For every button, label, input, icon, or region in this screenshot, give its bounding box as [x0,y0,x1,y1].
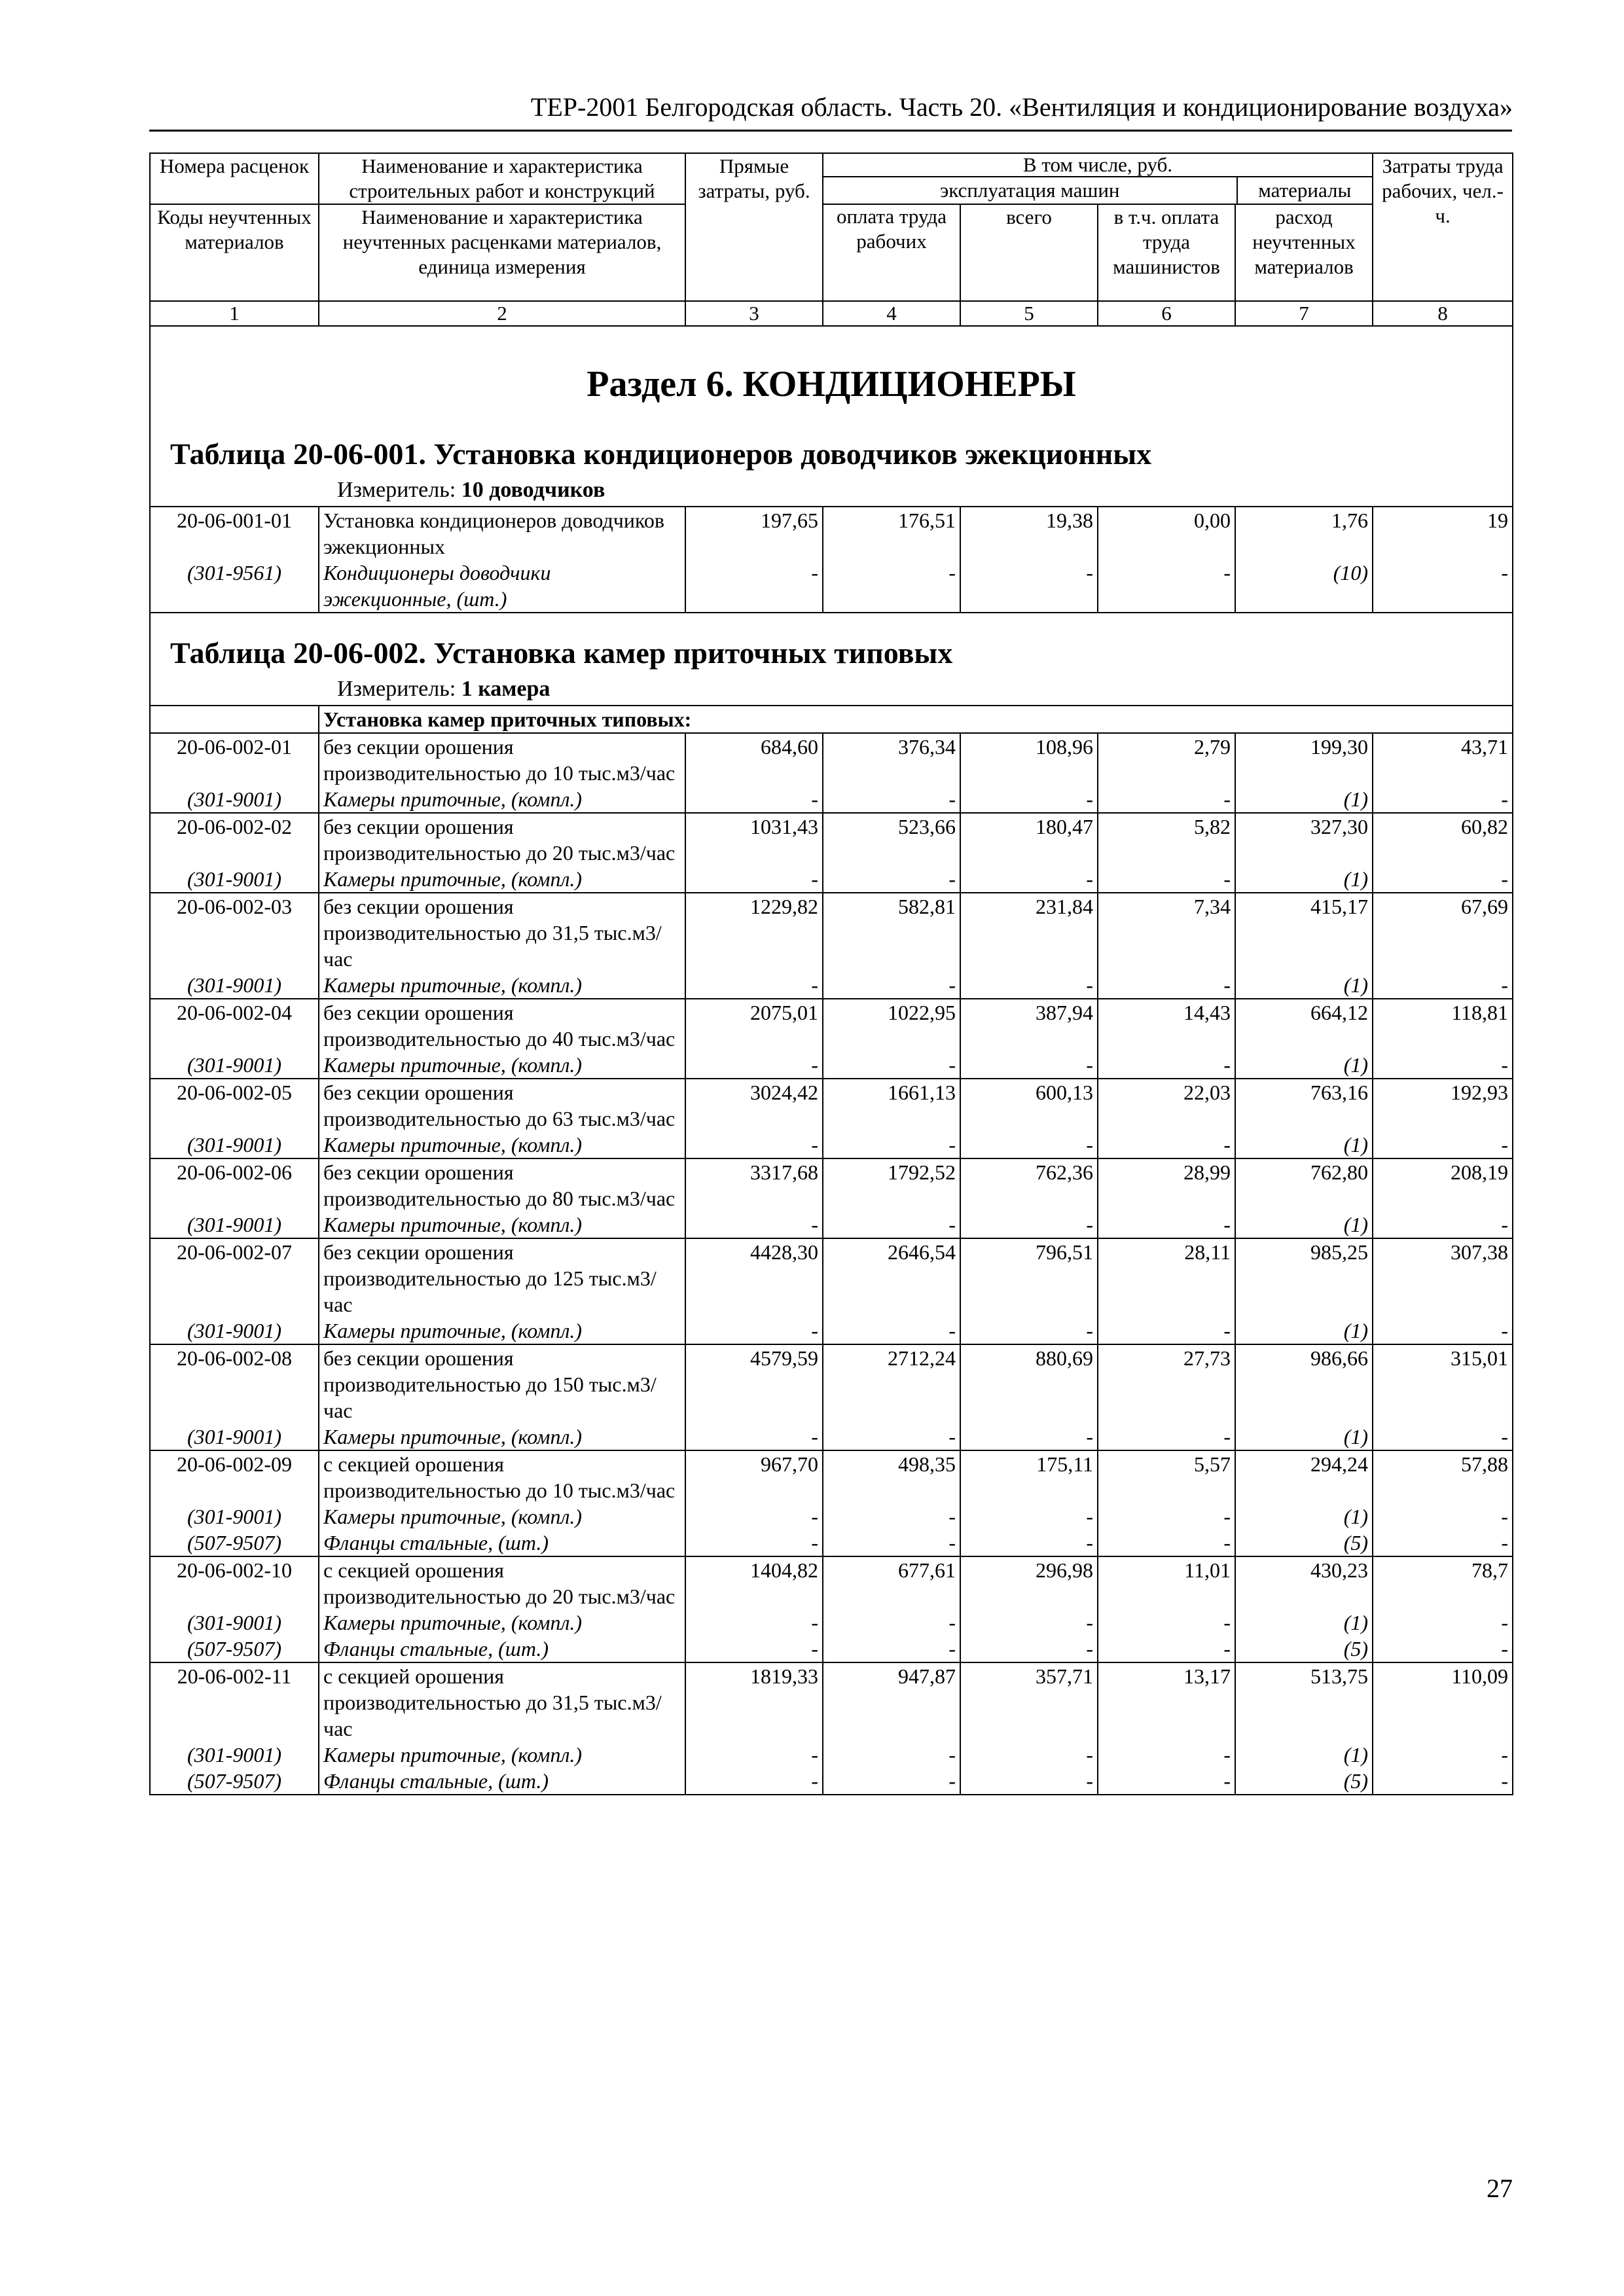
rate-value: 947,87 [823,1662,960,1742]
material-value: - [1373,1132,1513,1158]
rate-row [150,893,1513,972]
material-value: - [960,1052,1098,1079]
rate-value: 175,11 [960,1450,1098,1503]
rate-value: 677,61 [823,1556,960,1609]
material-value: - [960,1503,1098,1530]
material-value: - [685,1318,823,1344]
col8-header: Затраты труда рабочих, чел.-ч. [1373,153,1513,301]
rate-row [150,999,1513,1052]
col-number: 2 [319,301,685,326]
table2-title-row [150,613,1513,706]
meter-label: Измеритель: [337,677,456,701]
rate-value: 43,71 [1373,733,1513,786]
rate-value: 108,96 [960,733,1098,786]
material-name: Камеры приточные, (компл.) [319,866,685,893]
rate-value: 11,01 [1098,1556,1235,1609]
rate-code: 20-06-002-08 [150,1344,319,1424]
rate-name: без секции орошения производительностью до 31,5 тыс.м3/час [319,893,685,972]
material-value: - [1373,1503,1513,1530]
material-value: - [823,1609,960,1636]
material-value: - [685,866,823,893]
material-code: (301-9001) [150,1318,319,1344]
rate-value: 28,99 [1098,1158,1235,1211]
rate-row [150,507,1513,560]
col-number: 3 [685,301,823,326]
rate-name: без секции орошения производительностью до 63 тыс.м3/час [319,1079,685,1132]
material-value: - [685,1636,823,1662]
material-value: (1) [1235,1424,1373,1450]
rate-value: 4579,59 [685,1344,823,1424]
material-value: - [960,1768,1098,1795]
material-value: - [685,1211,823,1238]
rate-value: 1,76 [1235,507,1373,560]
material-value: - [1373,1768,1513,1795]
rate-value: 985,25 [1235,1238,1373,1318]
incl-header: В том числе, руб. [823,154,1372,177]
rate-value: 2712,24 [823,1344,960,1424]
rate-value: 296,98 [960,1556,1098,1609]
material-value: - [823,866,960,893]
col3-header: Прямые затраты, руб. [685,153,823,301]
table1-title: Таблица 20-06-001. Установка кондиционеров доводчиков эжекционных [170,437,1152,471]
rate-name: без секции орошения производительностью до 125 тыс.м3/час [319,1238,685,1318]
material-value: - [1373,1052,1513,1079]
material-code: (507-9507) [150,1636,319,1662]
material-code: (301-9001) [150,1742,319,1768]
material-value: - [1098,1424,1235,1450]
material-code: (301-9001) [150,786,319,813]
material-row [150,1636,1513,1662]
rate-value: 327,30 [1235,813,1373,866]
col2-top-header: Наименование и характеристика строительных работ и конструкций [319,153,685,204]
material-code: (301-9001) [150,1211,319,1238]
rate-value: 1031,43 [685,813,823,866]
material-value: - [1098,1132,1235,1158]
rate-value: 880,69 [960,1344,1098,1424]
material-value: - [960,1318,1098,1344]
material-value: (1) [1235,972,1373,999]
material-value: - [685,1609,823,1636]
rate-code: 20-06-002-01 [150,733,319,786]
rate-value: 763,16 [1235,1079,1373,1132]
material-name: Камеры приточные, (компл.) [319,1503,685,1530]
material-value: (10) [1235,560,1373,613]
material-value: - [1373,1742,1513,1768]
page-number: 27 [1487,2174,1513,2203]
rate-code: 20-06-002-10 [150,1556,319,1609]
material-value: - [1098,1318,1235,1344]
rate-value: 307,38 [1373,1238,1513,1318]
rate-value: 19 [1373,507,1513,560]
rates-table [149,152,1513,1795]
material-name: Камеры приточные, (компл.) [319,972,685,999]
material-row [150,1211,1513,1238]
rate-value: 600,13 [960,1079,1098,1132]
rate-code: 20-06-002-06 [150,1158,319,1211]
rate-value: 315,01 [1373,1344,1513,1424]
rate-value: 684,60 [685,733,823,786]
rate-value: 110,09 [1373,1662,1513,1742]
rate-value: 180,47 [960,813,1098,866]
rate-value: 60,82 [1373,813,1513,866]
material-value: - [685,972,823,999]
material-value: (1) [1235,786,1373,813]
material-row [150,866,1513,893]
material-value: - [1098,1211,1235,1238]
material-value: - [685,1424,823,1450]
material-value: - [823,1211,960,1238]
rate-value: 1404,82 [685,1556,823,1609]
material-value: - [960,786,1098,813]
rate-name: без секции орошения производительностью до 20 тыс.м3/час [319,813,685,866]
material-value: - [685,1742,823,1768]
col-number: 6 [1098,301,1235,326]
header-rule [149,130,1512,132]
group-spacer [150,706,319,733]
rate-value: 664,12 [1235,999,1373,1052]
col-number: 8 [1373,301,1513,326]
meter-value: 10 доводчиков [461,478,605,502]
table2-title: Таблица 20-06-002. Установка камер приточных типовых [170,636,953,670]
rate-value: 208,19 [1373,1158,1513,1211]
material-value: - [685,1052,823,1079]
rate-value: 967,70 [685,1450,823,1503]
material-value: - [1098,1609,1235,1636]
rate-value: 28,11 [1098,1238,1235,1318]
material-value: - [823,1742,960,1768]
table2-title-cell [150,613,1513,706]
material-value: - [1098,786,1235,813]
rate-value: 513,75 [1235,1662,1373,1742]
rate-value: 1661,13 [823,1079,960,1132]
material-row [150,786,1513,813]
material-value: - [960,1424,1098,1450]
rate-value: 1022,95 [823,999,960,1052]
material-value: - [1373,1318,1513,1344]
material-value: - [685,1530,823,1556]
material-value: - [960,1742,1098,1768]
rate-code: 20-06-002-04 [150,999,319,1052]
material-value: - [685,1132,823,1158]
material-value: - [1098,1530,1235,1556]
material-code: (301-9001) [150,1424,319,1450]
material-name: Камеры приточные, (компл.) [319,1609,685,1636]
material-value: (1) [1235,866,1373,893]
material-value: - [1098,560,1235,613]
rate-value: 197,65 [685,507,823,560]
rate-value: 1229,82 [685,893,823,972]
group-header: Установка камер приточных типовых: [319,706,1513,733]
header-row-1 [150,153,1513,204]
material-value: - [1373,1424,1513,1450]
materials-header: материалы [1258,179,1352,202]
col4-header: оплата труда рабочих [823,204,960,301]
rate-row [150,1238,1513,1318]
col1-bottom-header: Коды неучтенных материалов [150,204,319,301]
material-value: - [1373,1636,1513,1662]
rate-value: 762,80 [1235,1158,1373,1211]
rate-value: 523,66 [823,813,960,866]
col2-bottom-header: Наименование и характеристика неучтенных расценками материалов, единица измерения [319,204,685,301]
material-row [150,1132,1513,1158]
material-name: Камеры приточные, (компл.) [319,1211,685,1238]
material-value: - [823,560,960,613]
material-value: - [1098,1503,1235,1530]
material-name: Камеры приточные, (компл.) [319,1318,685,1344]
rate-value: 19,38 [960,507,1098,560]
rate-value: 192,93 [1373,1079,1513,1132]
material-code: (507-9507) [150,1530,319,1556]
section-title: Раздел 6. КОНДИЦИОНЕРЫ [586,364,1076,404]
material-value: - [1373,560,1513,613]
col-number: 1 [150,301,319,326]
material-value: - [823,786,960,813]
table2-meter [151,671,1512,705]
material-value: - [823,1132,960,1158]
rate-row [150,1556,1513,1609]
material-value: - [1373,1609,1513,1636]
column-number-row [150,301,1513,326]
rate-value: 2646,54 [823,1238,960,1318]
material-value: (1) [1235,1742,1373,1768]
rate-code: 20-06-002-05 [150,1079,319,1132]
rate-name: Установка кондиционеров доводчиков эжекционных [319,507,685,560]
material-value: - [685,1768,823,1795]
material-value: (5) [1235,1768,1373,1795]
rate-value: 176,51 [823,507,960,560]
material-code: (301-9001) [150,1609,319,1636]
rate-code: 20-06-002-07 [150,1238,319,1318]
rate-code: 20-06-002-11 [150,1662,319,1742]
rate-value: 582,81 [823,893,960,972]
rate-value: 27,73 [1098,1344,1235,1424]
material-value: - [823,1424,960,1450]
rate-row [150,1079,1513,1132]
rate-name: с секцией орошения производительностью до 10 тыс.м3/час [319,1450,685,1503]
rate-row [150,733,1513,786]
rate-value: 14,43 [1098,999,1235,1052]
running-header: ТЕР-2001 Белгородская область. Часть 20. «Вентиляция и кондиционирование воздуха» [530,92,1513,122]
meter-label: Измеритель: [337,478,456,502]
rate-value: 1792,52 [823,1158,960,1211]
rates-table-body [150,153,1513,1795]
rate-value: 294,24 [1235,1450,1373,1503]
material-value: (5) [1235,1636,1373,1662]
rate-name: без секции орошения производительностью до 150 тыс.м3/час [319,1344,685,1424]
rate-value: 13,17 [1098,1662,1235,1742]
material-value: - [960,1609,1098,1636]
rate-code: 20-06-002-02 [150,813,319,866]
material-value: - [960,972,1098,999]
incl-header-group [823,153,1373,204]
group-header-row [150,706,1513,733]
material-value: - [823,1318,960,1344]
rate-name: с секцией орошения производительностью до 20 тыс.м3/час [319,1556,685,1609]
material-code: (301-9001) [150,1052,319,1079]
material-value: - [1373,1530,1513,1556]
rate-value: 376,34 [823,733,960,786]
material-value: - [1373,786,1513,813]
material-row [150,1768,1513,1795]
material-name: Камеры приточные, (компл.) [319,786,685,813]
material-name: Камеры приточные, (компл.) [319,1052,685,1079]
rate-value: 7,34 [1098,893,1235,972]
material-value: (1) [1235,1503,1373,1530]
rate-code: 20-06-002-03 [150,893,319,972]
material-name: Камеры приточные, (компл.) [319,1424,685,1450]
rate-name: без секции орошения производительностью до 80 тыс.м3/час [319,1158,685,1211]
material-value: - [685,560,823,613]
meter-value: 1 камера [461,677,550,701]
material-value: - [685,786,823,813]
rate-row [150,1450,1513,1503]
table1-meter [151,472,1512,506]
material-value: - [1098,1636,1235,1662]
material-row [150,1052,1513,1079]
material-row [150,1424,1513,1450]
material-value: - [960,560,1098,613]
material-value: - [960,1132,1098,1158]
material-value: - [1098,866,1235,893]
rate-value: 3317,68 [685,1158,823,1211]
material-row [150,1503,1513,1530]
material-value: - [960,1211,1098,1238]
material-name: Фланцы стальные, (шт.) [319,1768,685,1795]
rate-value: 5,82 [1098,813,1235,866]
rate-value: 0,00 [1098,507,1235,560]
rate-value: 118,81 [1373,999,1513,1052]
rate-row [150,1158,1513,1211]
col7-header: расход неучтенных материалов [1235,204,1373,301]
rate-row [150,813,1513,866]
material-code: (301-9001) [150,866,319,893]
section-row [150,326,1513,507]
header-row-3 [150,204,1513,301]
material-value: (1) [1235,1132,1373,1158]
material-value: - [823,1768,960,1795]
material-code: (507-9507) [150,1768,319,1795]
rate-value: 22,03 [1098,1079,1235,1132]
rate-value: 986,66 [1235,1344,1373,1424]
material-code: (301-9561) [150,560,319,613]
material-value: - [823,1503,960,1530]
rate-value: 415,17 [1235,893,1373,972]
material-row [150,560,1513,613]
col-number: 5 [960,301,1098,326]
material-value: - [1373,1211,1513,1238]
material-code: (301-9001) [150,1503,319,1530]
col6-header: в т.ч. оплата труда машинистов [1098,204,1235,301]
rate-value: 2075,01 [685,999,823,1052]
material-value: - [1373,972,1513,999]
col-number: 4 [823,301,960,326]
material-row [150,1609,1513,1636]
material-value: - [823,1052,960,1079]
rate-code: 20-06-001-01 [150,507,319,560]
rate-code: 20-06-002-09 [150,1450,319,1503]
rate-value: 796,51 [960,1238,1098,1318]
material-name: Камеры приточные, (компл.) [319,1742,685,1768]
material-name: Фланцы стальные, (шт.) [319,1636,685,1662]
material-value: - [960,1636,1098,1662]
material-value: - [823,1636,960,1662]
rate-value: 1819,33 [685,1662,823,1742]
rate-name: с секцией орошения производительностью до 31,5 тыс.м3/час [319,1662,685,1742]
machines-header: эксплуатация машин [823,177,1238,204]
material-code: (301-9001) [150,1132,319,1158]
rate-value: 4428,30 [685,1238,823,1318]
material-value: - [685,1503,823,1530]
rate-value: 231,84 [960,893,1098,972]
material-value: - [1098,972,1235,999]
rate-value: 199,30 [1235,733,1373,786]
material-value: - [1098,1768,1235,1795]
rate-value: 57,88 [1373,1450,1513,1503]
material-value: - [1373,866,1513,893]
material-value: - [1098,1742,1235,1768]
material-value: (1) [1235,1052,1373,1079]
material-value: - [960,1530,1098,1556]
material-value: (1) [1235,1211,1373,1238]
material-value: - [823,1530,960,1556]
material-code: (301-9001) [150,972,319,999]
material-value: (5) [1235,1530,1373,1556]
material-value: - [960,866,1098,893]
material-value: - [1098,1052,1235,1079]
col-number: 7 [1235,301,1373,326]
material-name: Кондиционеры доводчики эжекционные, (шт.) [319,560,685,613]
material-name: Фланцы стальные, (шт.) [319,1530,685,1556]
col5-header: всего [960,204,1098,301]
material-value: (1) [1235,1609,1373,1636]
col1-top-header: Номера расценок [150,153,319,204]
rate-value: 387,94 [960,999,1098,1052]
material-row [150,1530,1513,1556]
material-row [150,1318,1513,1344]
material-row [150,1742,1513,1768]
rate-value: 430,23 [1235,1556,1373,1609]
section-cell [150,326,1513,507]
material-row [150,972,1513,999]
rate-value: 67,69 [1373,893,1513,972]
rate-row [150,1662,1513,1742]
material-name: Камеры приточные, (компл.) [319,1132,685,1158]
rate-value: 357,71 [960,1662,1098,1742]
rate-value: 498,35 [823,1450,960,1503]
rate-value: 78,7 [1373,1556,1513,1609]
rate-name: без секции орошения производительностью до 40 тыс.м3/час [319,999,685,1052]
material-value: (1) [1235,1318,1373,1344]
material-value: - [823,972,960,999]
rate-value: 2,79 [1098,733,1235,786]
rate-value: 3024,42 [685,1079,823,1132]
rate-row [150,1344,1513,1424]
rate-value: 5,57 [1098,1450,1235,1503]
rate-name: без секции орошения производительностью до 10 тыс.м3/час [319,733,685,786]
rate-value: 762,36 [960,1158,1098,1211]
